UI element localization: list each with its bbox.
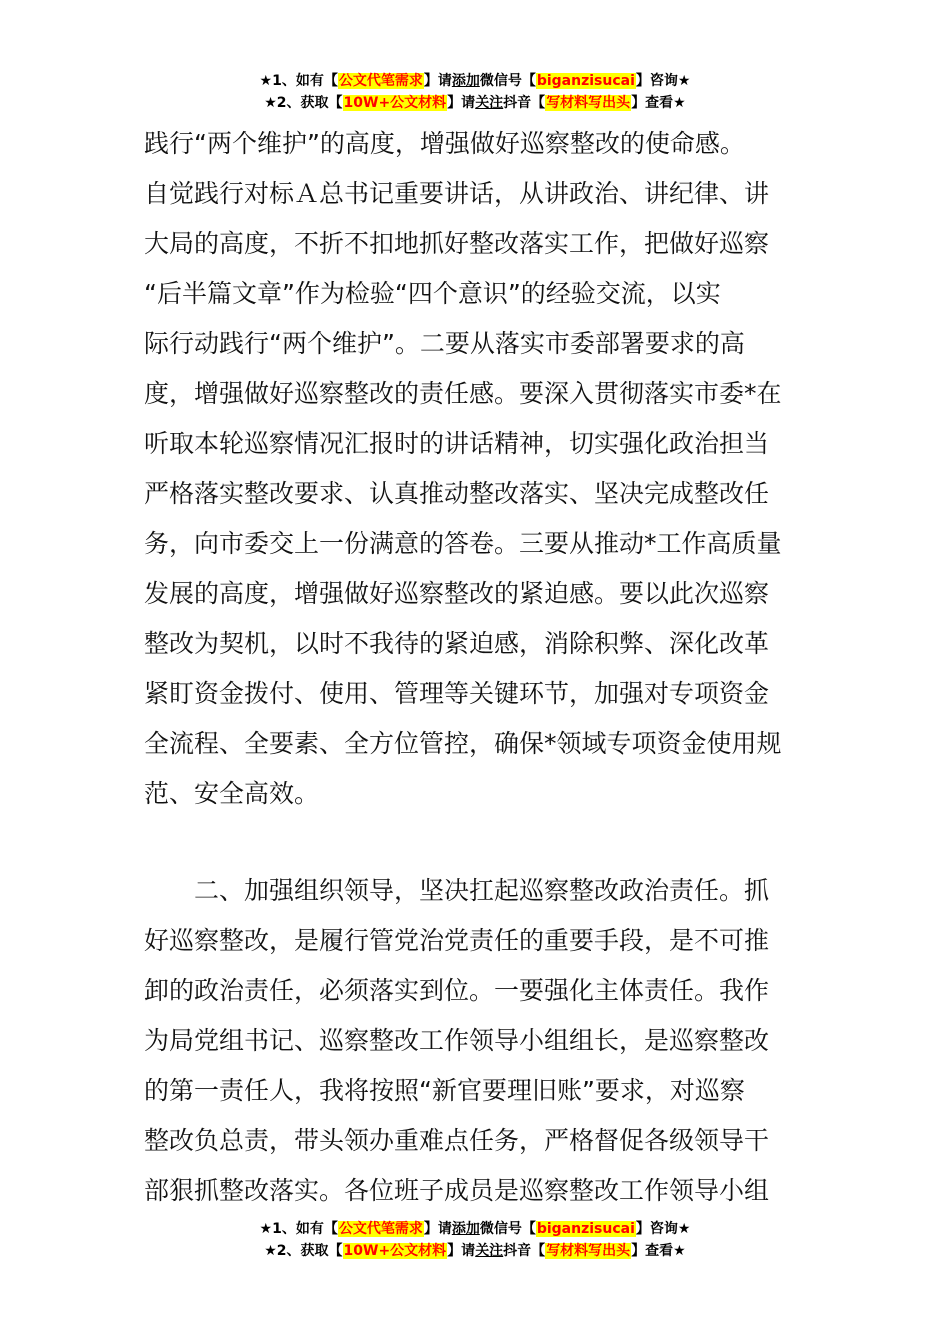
banner-highlight: 10W+公文材料 bbox=[343, 95, 447, 111]
banner-highlight-douyin: 写材料写出头 bbox=[546, 95, 631, 111]
banner-text: 】咨询★ bbox=[635, 1221, 691, 1237]
banner-underlined-text: 关注 bbox=[475, 1243, 504, 1259]
banner-highlight: 10W+公文材料 bbox=[343, 1243, 447, 1259]
text-line: 卸的政治责任，必须落实到位。一要强化主体责任。我作 bbox=[144, 976, 770, 1005]
banner-text: 抖音【 bbox=[503, 1243, 546, 1259]
body-paragraph-1 bbox=[144, 119, 806, 819]
banner-text: 】请 bbox=[447, 95, 476, 111]
text-line: 整改负总责，带头领办重难点任务，严格督促各级领导干 bbox=[144, 1126, 770, 1155]
text-line: 为局党组书记、巡察整改工作领导小组组长，是巡察整改 bbox=[144, 1026, 770, 1055]
text-line: 紧盯资金拨付、使用、管理等关键环节，加强对专项资金 bbox=[144, 679, 770, 708]
text-line: 发展的高度，增强做好巡察整改的紧迫感。要以此次巡察 bbox=[144, 579, 770, 608]
banner-line-2 bbox=[0, 92, 950, 114]
body-paragraph-2 bbox=[144, 866, 806, 1216]
banner-underlined-text: 添加 bbox=[451, 73, 480, 89]
banner-text: ★2、获取【 bbox=[264, 1243, 343, 1259]
text-line: 好巡察整改，是履行管党治党责任的重要手段，是不可推 bbox=[144, 926, 770, 955]
banner-underlined-text: 关注 bbox=[475, 95, 504, 111]
footer-banner bbox=[0, 1218, 950, 1262]
banner-underlined-text: 添加 bbox=[451, 1221, 480, 1237]
banner-text: 】请 bbox=[423, 1221, 452, 1237]
banner-highlight-wechat-id: biganzisucai bbox=[536, 73, 635, 89]
banner-text: 】查看★ bbox=[631, 1243, 686, 1259]
banner-text: ★1、如有【 bbox=[259, 1221, 338, 1237]
banner-highlight: 公文代笔需求 bbox=[338, 73, 423, 89]
text-line: “后半篇文章”作为检验“四个意识”的经验交流，以实 bbox=[144, 279, 721, 308]
banner-line-1 bbox=[0, 1218, 950, 1240]
text-line: 大局的高度，不折不扣地抓好整改落实工作，把做好巡察 bbox=[144, 229, 770, 258]
text-line: 际行动践行“两个维护”。二要从落实市委部署要求的高 bbox=[144, 329, 745, 358]
header-banner bbox=[0, 70, 950, 114]
banner-highlight: 公文代笔需求 bbox=[338, 1221, 423, 1237]
banner-line-1 bbox=[0, 70, 950, 92]
text-line: 务，向市委交上一份满意的答卷。三要从推动*工作高质量 bbox=[144, 529, 782, 558]
text-line: 整改为契机，以时不我待的紧迫感，消除积弊、深化改革 bbox=[144, 629, 770, 658]
banner-highlight-douyin: 写材料写出头 bbox=[546, 1243, 631, 1259]
banner-text: 微信号【 bbox=[479, 1221, 536, 1237]
text-line: 度，增强做好巡察整改的责任感。要深入贯彻落实市委*在 bbox=[144, 379, 782, 408]
banner-text: 】查看★ bbox=[631, 95, 686, 111]
banner-text: 】请 bbox=[423, 73, 452, 89]
text-line: 自觉践行对标Ａ总书记重要讲话，从讲政治、讲纪律、讲 bbox=[144, 179, 770, 208]
banner-text: ★2、获取【 bbox=[264, 95, 343, 111]
text-line: 部狠抓整改落实。各位班子成员是巡察整改工作领导小组 bbox=[144, 1176, 770, 1205]
text-line: 听取本轮巡察情况汇报时的讲话精神，切实强化政治担当 bbox=[144, 429, 770, 458]
banner-text: ★1、如有【 bbox=[259, 73, 338, 89]
text-line: 严格落实整改要求、认真推动整改落实、坚决完成整改任 bbox=[144, 479, 770, 508]
text-line: 的第一责任人，我将按照“新官要理旧账”要求，对巡察 bbox=[144, 1076, 745, 1105]
banner-text: 】咨询★ bbox=[635, 73, 691, 89]
banner-text: 抖音【 bbox=[503, 95, 546, 111]
banner-line-2 bbox=[0, 1240, 950, 1262]
text-line: 范、安全高效。 bbox=[144, 779, 320, 808]
text-line: 践行“两个维护”的高度，增强做好巡察整改的使命感。 bbox=[144, 129, 745, 158]
banner-text: 】请 bbox=[447, 1243, 476, 1259]
text-line: 全流程、全要素、全方位管控，确保*领域专项资金使用规 bbox=[144, 729, 782, 758]
banner-highlight-wechat-id: biganzisucai bbox=[536, 1221, 635, 1237]
section-heading-line: 二、加强组织领导，坚决扛起巡察整改政治责任。抓 bbox=[144, 876, 770, 905]
banner-text: 微信号【 bbox=[479, 73, 536, 89]
